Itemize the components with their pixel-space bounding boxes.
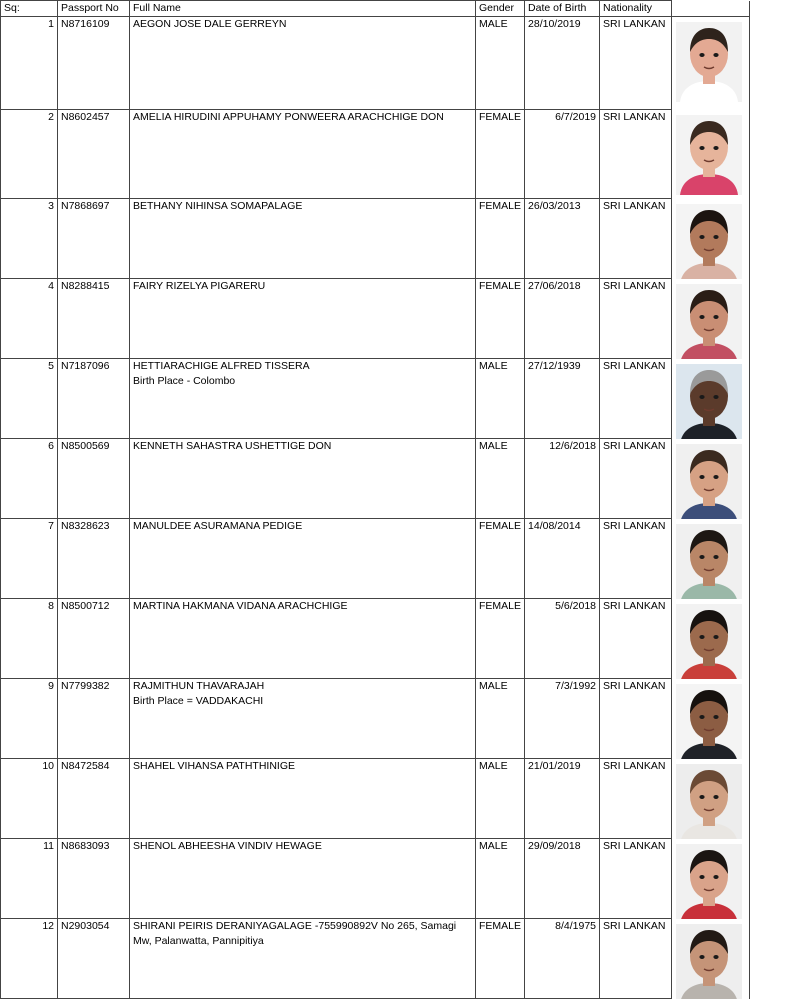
full-name-cell xyxy=(130,17,476,110)
full-name-cell xyxy=(130,919,476,999)
full-name-text: HETTIARACHIGE ALFRED TISSERA xyxy=(133,360,310,372)
passport-photo xyxy=(676,684,742,759)
passport-photo xyxy=(676,364,742,439)
photo-cell xyxy=(672,679,750,759)
date-of-birth-cell: 7/3/1992 xyxy=(525,679,600,759)
photo-cell xyxy=(672,110,750,199)
sq-cell: 7 xyxy=(1,519,58,599)
table-row xyxy=(1,199,750,279)
full-name-text: FAIRY RIZELYA PIGARERU xyxy=(133,280,266,292)
photo-left-eye xyxy=(699,635,704,639)
photo-right-eye xyxy=(713,53,718,57)
full-name-cell xyxy=(130,110,476,199)
name-note-text: Mw, Palanwatta, Pannipitiya xyxy=(133,935,264,947)
header-photo xyxy=(672,1,750,17)
header-sq: Sq: xyxy=(1,1,58,17)
table-row xyxy=(1,17,750,110)
passport-cell: N7799382 xyxy=(58,679,130,759)
gender-cell: FEMALE xyxy=(476,519,525,599)
photo-cell xyxy=(672,839,750,919)
photo-left-eye xyxy=(699,146,704,150)
full-name-text: SHIRANI PEIRIS DERANIYAGALAGE -755990892V No 265, Samagi xyxy=(133,920,457,932)
passport-cell: N8500569 xyxy=(58,439,130,519)
full-name-text: AEGON JOSE DALE GERREYN xyxy=(133,18,287,30)
name-note-text: Birth Place = VADDAKACHI xyxy=(133,695,264,707)
full-name-cell xyxy=(130,199,476,279)
table-row xyxy=(1,599,750,679)
passport-photo xyxy=(676,22,742,102)
full-name-text: RAJMITHUN THAVARAJAH xyxy=(133,680,265,692)
passport-cell: N8683093 xyxy=(58,839,130,919)
sq-cell: 3 xyxy=(1,199,58,279)
passport-cell: N8288415 xyxy=(58,279,130,359)
nationality-cell: SRI LANKAN xyxy=(600,519,672,599)
photo-left-eye xyxy=(699,475,704,479)
date-of-birth-cell: 5/6/2018 xyxy=(525,599,600,679)
photo-left-eye xyxy=(699,715,704,719)
photo-right-eye xyxy=(713,555,718,559)
photo-left-eye xyxy=(699,315,704,319)
nationality-cell: SRI LANKAN xyxy=(600,599,672,679)
table-row xyxy=(1,359,750,439)
date-of-birth-cell: 29/09/2018 xyxy=(525,839,600,919)
sq-cell: 8 xyxy=(1,599,58,679)
table-row xyxy=(1,839,750,919)
date-of-birth-cell: 27/12/1939 xyxy=(525,359,600,439)
sq-cell: 9 xyxy=(1,679,58,759)
photo-cell xyxy=(672,919,750,999)
gender-cell: FEMALE xyxy=(476,599,525,679)
gender-cell: FEMALE xyxy=(476,199,525,279)
gender-cell: MALE xyxy=(476,359,525,439)
nationality-cell: SRI LANKAN xyxy=(600,439,672,519)
table-row xyxy=(1,759,750,839)
photo-left-eye xyxy=(699,53,704,57)
header-date-of-birth: Date of Birth xyxy=(525,1,600,17)
full-name-text: SHENOL ABHEESHA VINDIV HEWAGE xyxy=(133,840,322,852)
gender-cell: FEMALE xyxy=(476,279,525,359)
sq-cell: 2 xyxy=(1,110,58,199)
sq-cell: 5 xyxy=(1,359,58,439)
header-full-name: Full Name xyxy=(130,1,476,17)
header-row xyxy=(1,1,750,17)
full-name-cell xyxy=(130,519,476,599)
full-name-cell xyxy=(130,599,476,679)
sq-cell: 12 xyxy=(1,919,58,999)
nationality-cell: SRI LANKAN xyxy=(600,679,672,759)
sq-cell: 4 xyxy=(1,279,58,359)
photo-right-eye xyxy=(713,146,718,150)
date-of-birth-cell: 14/08/2014 xyxy=(525,519,600,599)
full-name-cell xyxy=(130,439,476,519)
nationality-cell: SRI LANKAN xyxy=(600,17,672,110)
full-name-text: MARTINA HAKMANA VIDANA ARACHCHIGE xyxy=(133,600,348,612)
passport-photo xyxy=(676,115,742,195)
gender-cell: MALE xyxy=(476,839,525,919)
sq-cell: 11 xyxy=(1,839,58,919)
header-nationality: Nationality xyxy=(600,1,672,17)
table-row xyxy=(1,679,750,759)
photo-cell xyxy=(672,519,750,599)
gender-cell: MALE xyxy=(476,759,525,839)
gender-cell: MALE xyxy=(476,679,525,759)
full-name-cell xyxy=(130,679,476,759)
full-name-cell xyxy=(130,759,476,839)
photo-left-eye xyxy=(699,395,704,399)
photo-cell xyxy=(672,199,750,279)
sq-cell: 10 xyxy=(1,759,58,839)
photo-right-eye xyxy=(713,875,718,879)
full-name-cell xyxy=(130,359,476,439)
photo-right-eye xyxy=(713,475,718,479)
full-name-text: BETHANY NIHINSA SOMAPALAGE xyxy=(133,200,303,212)
photo-cell xyxy=(672,279,750,359)
passport-photo xyxy=(676,444,742,519)
photo-left-eye xyxy=(699,235,704,239)
photo-left-eye xyxy=(699,795,704,799)
nationality-cell: SRI LANKAN xyxy=(600,359,672,439)
passport-photo xyxy=(676,764,742,839)
passport-photo xyxy=(676,524,742,599)
full-name-cell xyxy=(130,839,476,919)
passport-photo xyxy=(676,604,742,679)
photo-right-eye xyxy=(713,315,718,319)
passport-cell: N8716109 xyxy=(58,17,130,110)
passport-photo xyxy=(676,924,742,999)
photo-cell xyxy=(672,759,750,839)
nationality-cell: SRI LANKAN xyxy=(600,839,672,919)
passport-cell: N2903054 xyxy=(58,919,130,999)
photo-right-eye xyxy=(713,955,718,959)
full-name-text: SHAHEL VIHANSA PATHTHINIGE xyxy=(133,760,296,772)
photo-cell xyxy=(672,439,750,519)
nationality-cell: SRI LANKAN xyxy=(600,199,672,279)
full-name-text: MANULDEE ASURAMANA PEDIGE xyxy=(133,520,303,532)
passport-cell: N8500712 xyxy=(58,599,130,679)
passport-photo xyxy=(676,844,742,919)
date-of-birth-cell: 26/03/2013 xyxy=(525,199,600,279)
sq-cell: 6 xyxy=(1,439,58,519)
table-row xyxy=(1,110,750,199)
photo-cell xyxy=(672,599,750,679)
photo-right-eye xyxy=(713,635,718,639)
passport-cell: N8472584 xyxy=(58,759,130,839)
photo-right-eye xyxy=(713,795,718,799)
nationality-cell: SRI LANKAN xyxy=(600,919,672,999)
date-of-birth-cell: 6/7/2019 xyxy=(525,110,600,199)
passport-photo xyxy=(676,284,742,359)
passport-cell: N7187096 xyxy=(58,359,130,439)
table-row xyxy=(1,439,750,519)
passport-cell: N7868697 xyxy=(58,199,130,279)
photo-left-eye xyxy=(699,955,704,959)
header-passport: Passport No xyxy=(58,1,130,17)
photo-left-eye xyxy=(699,555,704,559)
date-of-birth-cell: 27/06/2018 xyxy=(525,279,600,359)
full-name-text: KENNETH SAHASTRA USHETTIGE DON xyxy=(133,440,332,452)
table-row xyxy=(1,919,750,999)
full-name-text: AMELIA HIRUDINI APPUHAMY PONWEERA ARACHCHIGE DON xyxy=(133,111,444,123)
gender-cell: MALE xyxy=(476,17,525,110)
nationality-cell: SRI LANKAN xyxy=(600,759,672,839)
date-of-birth-cell: 8/4/1975 xyxy=(525,919,600,999)
photo-right-eye xyxy=(713,235,718,239)
photo-right-eye xyxy=(713,715,718,719)
table-row xyxy=(1,279,750,359)
photo-cell xyxy=(672,17,750,110)
table-row xyxy=(1,519,750,599)
header-gender: Gender xyxy=(476,1,525,17)
date-of-birth-cell: 28/10/2019 xyxy=(525,17,600,110)
nationality-cell: SRI LANKAN xyxy=(600,110,672,199)
passport-photo xyxy=(676,204,742,279)
date-of-birth-cell: 12/6/2018 xyxy=(525,439,600,519)
photo-cell xyxy=(672,359,750,439)
full-name-cell xyxy=(130,279,476,359)
sq-cell: 1 xyxy=(1,17,58,110)
gender-cell: FEMALE xyxy=(476,919,525,999)
gender-cell: MALE xyxy=(476,439,525,519)
nationality-cell: SRI LANKAN xyxy=(600,279,672,359)
passport-cell: N8328623 xyxy=(58,519,130,599)
gender-cell: FEMALE xyxy=(476,110,525,199)
date-of-birth-cell: 21/01/2019 xyxy=(525,759,600,839)
photo-right-eye xyxy=(713,395,718,399)
passport-cell: N8602457 xyxy=(58,110,130,199)
name-note-text: Birth Place - Colombo xyxy=(133,375,236,387)
photo-left-eye xyxy=(699,875,704,879)
